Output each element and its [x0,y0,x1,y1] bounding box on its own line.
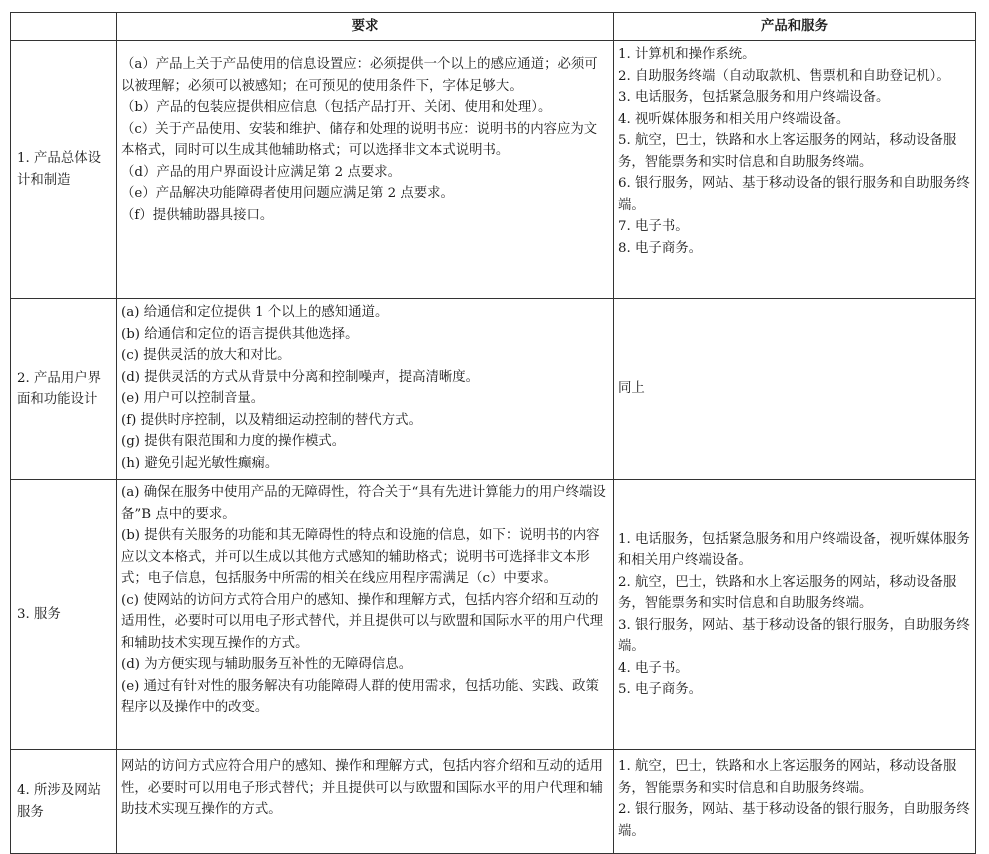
requirement-item: (a) 给通信和定位提供 1 个以上的感知通道。 [121,305,389,320]
row-category: 3. 服务 [11,480,117,750]
header-category [11,13,117,41]
table-row [11,750,976,854]
requirement-item: (h) 避免引起光敏性癫痫。 [121,455,279,471]
product-item: 1. 航空，巴士，铁路和水上客运服务的网站，移动设备服务，智能票务和实时信息和自助服务终端。 [618,759,957,796]
requirement-item: （d）产品的用户界面设计应满足第 2 点要求。 [121,164,402,180]
requirement-item: （e）产品解决功能障碍者使用问题应满足第 2 点要求。 [121,186,454,201]
row-category: 4. 所涉及网站服务 [11,750,117,854]
row-category: 2. 产品用户界面和功能设计 [11,299,117,480]
requirements-table [10,12,976,854]
row-requirements [117,41,614,299]
row-products [614,750,976,854]
row-requirements [117,750,614,854]
row-products [614,299,976,480]
requirement-item: (b) 给通信和定位的语言提供其他选择。 [121,326,359,342]
row-products [614,41,976,299]
requirement-item: (d) 提供灵活的方式从背景中分离和控制噪声，提高清晰度。 [121,369,480,385]
header-row [11,13,976,41]
product-item: 2. 自助服务终端（自动取款机、售票机和自助登记机）。 [618,68,950,84]
product-item: 2. 银行服务，网站、基于移动设备的银行服务，自助服务终端。 [618,802,970,839]
requirement-item: （b）产品的包装应提供相应信息（包括产品打开、关闭、使用和处理）。 [121,100,552,115]
requirement-item: (f) 提供时序控制，以及精细运动控制的替代方式。 [121,412,422,428]
product-item: 6. 银行服务，网站、基于移动设备的银行服务和自助服务终端。 [618,176,970,213]
requirement-item: (c) 提供灵活的放大和对比。 [121,348,291,363]
row-requirements [117,299,614,480]
requirement-item: (b) 提供有关服务的功能和其无障碍性的特点和设施的信息，如下：说明书的内容应以文本格式，并可以生成以其他方式感知的辅助格式；说明书可选择非文本形式；电子信息，包括服务中所需的相关在线应用程序需满足（c）中要求。 [121,528,600,586]
header-products: 产品和服务 [614,13,976,41]
product-item: 同上 [618,381,645,397]
requirement-item: (e) 用户可以控制音量。 [121,391,265,406]
product-item: 5. 电子商务。 [618,682,702,697]
requirement-item: (a) 确保在服务中使用产品的无障碍性，符合关于“具有先进计算能力的用户终端设备”B 点中的要求。 [121,485,606,522]
product-item: 8. 电子商务。 [618,240,702,256]
product-item: 3. 银行服务，网站、基于移动设备的银行服务，自助服务终端。 [618,617,970,654]
table-row [11,299,976,480]
requirement-item: 网站的访问方式应符合用户的感知、操作和理解方式，包括内容介绍和互动的适用性，必要时可以用电子形式替代；并且提供可以与欧盟和国际水平的用户代理和辅助技术实现互操作的方式。 [121,759,604,817]
product-item: 4. 视听媒体服务和相关用户终端设备。 [618,111,850,127]
product-item: 3. 电话服务，包括紧急服务和用户终端设备。 [618,90,890,105]
row-category: 1. 产品总体设计和制造 [11,41,117,299]
row-requirements [117,480,614,750]
product-item: 4. 电子书。 [618,660,689,676]
product-item: 2. 航空，巴士，铁路和水上客运服务的网站，移动设备服务，智能票务和实时信息和自助服务终端。 [618,574,957,611]
product-item: 5. 航空，巴士，铁路和水上客运服务的网站，移动设备服务，智能票务和实时信息和自助服务终端。 [618,133,957,170]
requirement-item: （a）产品上关于产品使用的信息设置应：必须提供一个以上的感应通道；必须可以被理解；必须可以被感知；在可预见的使用条件下，字体足够大。 [121,57,598,94]
row-products [614,480,976,750]
requirement-item: （f）提供辅助器具接口。 [121,207,274,223]
table-row [11,480,976,750]
table-row [11,41,976,299]
requirement-item: (c) 使网站的访问方式符合用户的感知、操作和理解方式，包括内容介绍和互动的适用性，必要时可以用电子形式替代，并且提供可以与欧盟和国际水平的用户代理和辅助技术实现互操作的方式。 [121,592,604,651]
requirement-item: (g) 提供有限范围和力度的操作模式。 [121,434,346,449]
requirement-item: (d) 为方便实现与辅助服务互补性的无障碍信息。 [121,657,413,672]
product-item: 1. 电话服务，包括紧急服务和用户终端设备，视听媒体服务和相关用户终端设备。 [618,531,970,568]
requirement-item: (e) 通过有针对性的服务解决有功能障碍人群的使用需求，包括功能、实践、政策程序以及操作中的改变。 [121,678,599,715]
product-item: 1. 计算机和操作系统。 [618,47,756,62]
header-requirements: 要求 [117,13,614,41]
product-item: 7. 电子书。 [618,219,689,234]
requirement-item: （c）关于产品使用、安装和维护、储存和处理的说明书应：说明书的内容应为文本格式，同时可以生成其他辅助格式；可以选择非文本式说明书。 [121,121,598,158]
